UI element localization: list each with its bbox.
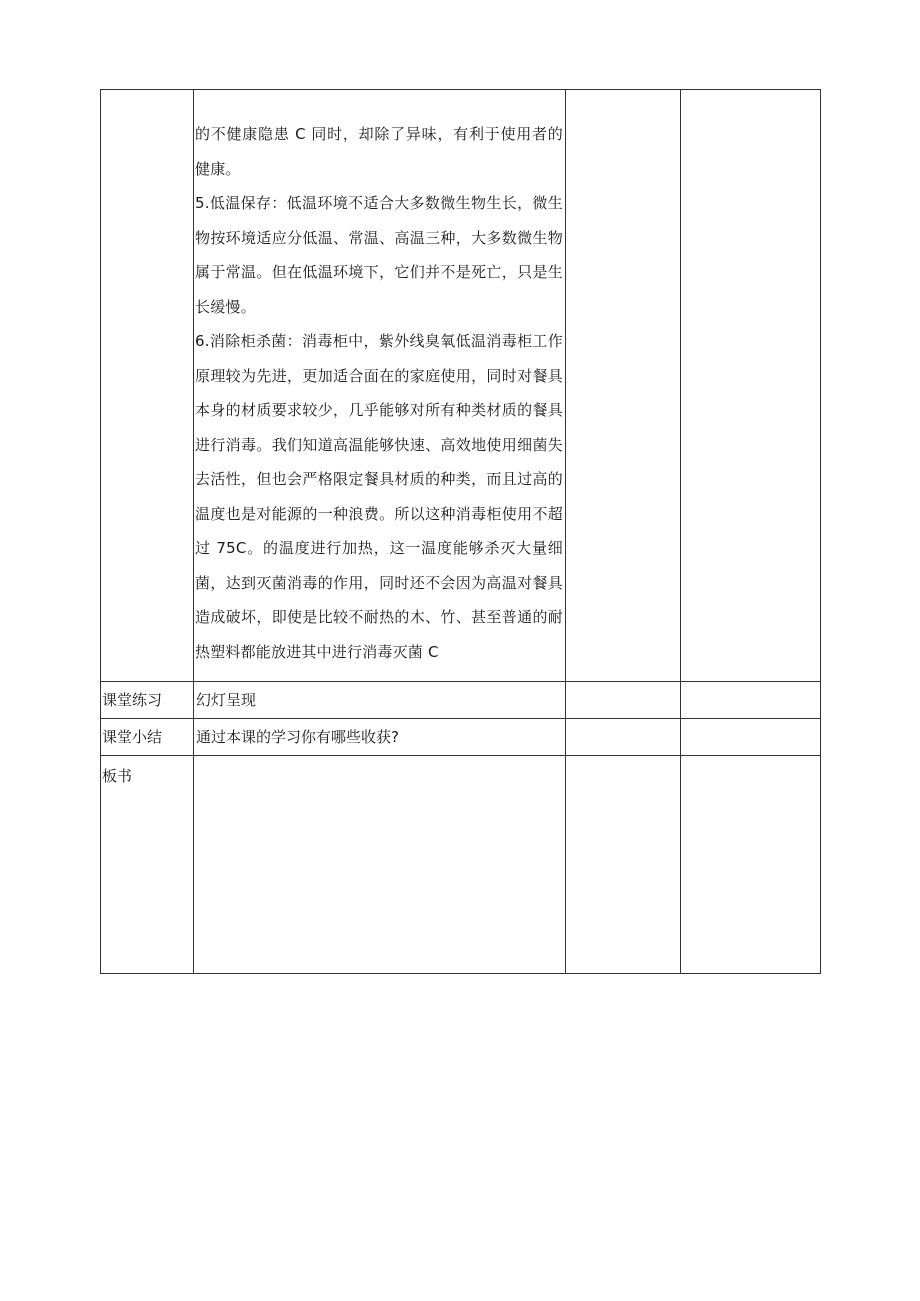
classroom-practice-column-4-cell	[681, 682, 821, 719]
content-label-cell	[101, 90, 194, 682]
paragraph-sterilizing-cabinet: 6.消除柜杀菌：消毒柜中，紫外线臭氧低温消毒柜工作原理较为先进，更加适合面在的家庭使用，同时对餐具本身的材质要求较少，几乎能够对所有种类材质的餐具进行消毒。我们知道高温能够快速、高效地使用细菌失去活性，但也会严格限定餐具材质的种类，而且过高的温度也是对能源的一种浪费。所以这种消毒柜使用不超过 75C。的温度进行加热，这一温度能够杀灭大量细菌，达到灭菌消毒的作用，同时还不会因为高温对餐具造成破坏，即使是比较不耐热的木、竹、甚至普通的耐热塑料都能放进其中进行消毒灭菌 C	[195, 332, 563, 661]
classroom-summary-text: 通过本课的学习你有哪些收获?	[194, 719, 566, 756]
content-column-4-cell	[681, 90, 821, 682]
blackboard-row	[101, 756, 821, 974]
lesson-plan-table	[100, 89, 821, 974]
classroom-practice-column-3-cell	[566, 682, 681, 719]
content-text-cell	[194, 90, 566, 682]
classroom-practice-row	[101, 682, 821, 719]
classroom-practice-label: 课堂练习	[101, 682, 194, 719]
blackboard-column-4-cell	[681, 756, 821, 974]
blackboard-label: 板书	[101, 756, 194, 974]
classroom-summary-column-3-cell	[566, 719, 681, 756]
paragraph-health: 的不健康隐患 C 同时，却除了异味，有利于使用者的健康。	[195, 125, 563, 178]
content-column-3-cell	[566, 90, 681, 682]
content-row	[101, 90, 821, 682]
blackboard-text	[194, 756, 566, 974]
classroom-summary-label: 课堂小结	[101, 719, 194, 756]
paragraph-low-temperature-storage: 5.低温保存：低温环境不适合大多数微生物生长，微生物按环境适应分低温、常温、高温三种，大多数微生物属于常温。但在低温环境下，它们并不是死亡，只是生长缓慢。	[195, 194, 563, 316]
classroom-summary-column-4-cell	[681, 719, 821, 756]
blackboard-column-3-cell	[566, 756, 681, 974]
classroom-practice-text: 幻灯呈现	[194, 682, 566, 719]
classroom-summary-row	[101, 719, 821, 756]
